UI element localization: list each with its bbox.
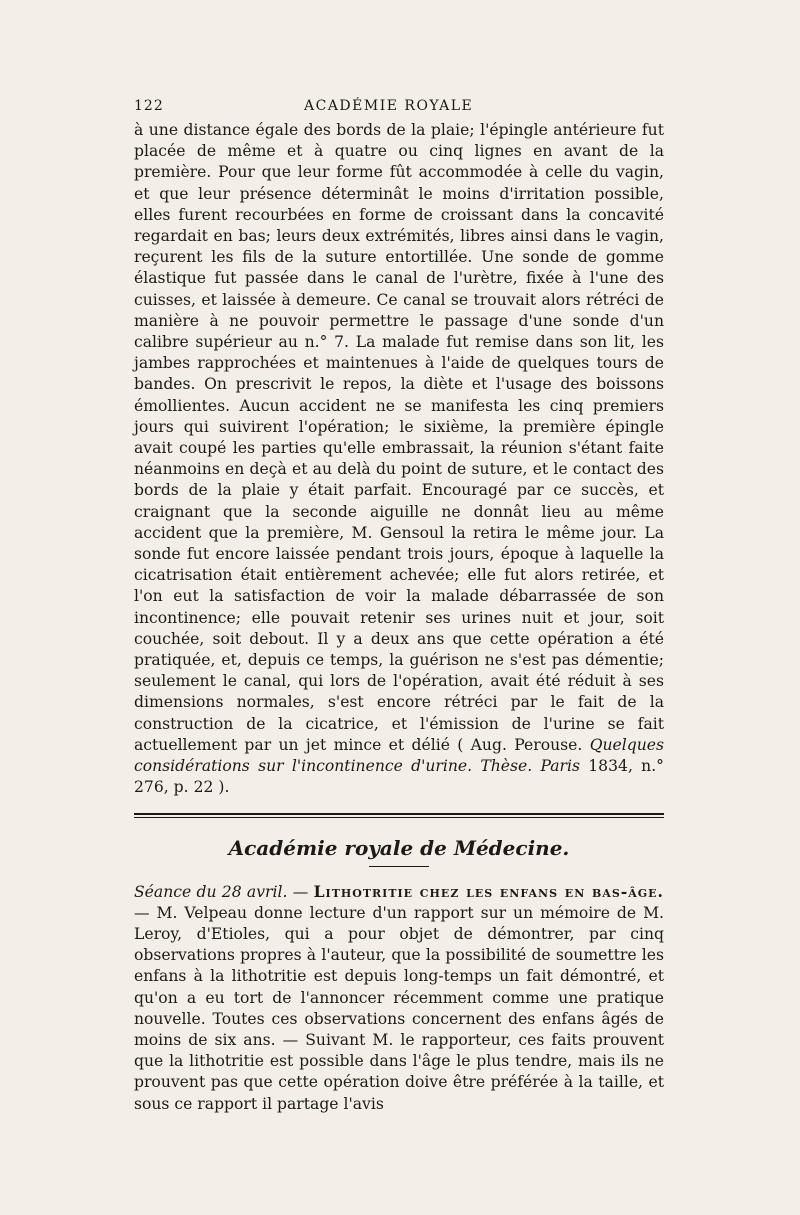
seance-paragraph [134, 881, 664, 1115]
page-number: 122 [134, 98, 164, 114]
section-divider [134, 813, 664, 818]
seance-date: Séance du 28 avril. [134, 882, 288, 901]
article-continuation [134, 120, 664, 799]
article-body: à une distance égale des bords de la plaie; l'épingle antérieure fut placée de même et à quatre ou cinq lignes en avant de la première. Pour que leur forme fût accommodée à celle du vagin, et que leur présence déterminât le moins d'irritation possible, elles furent recourbées en forme de croissant dans la concavité regardait en bas; leurs deux extrémités, libres ainsi dans le vagin, reçurent les fils de la suture entortillée. Une sonde de gomme élastique fut passée dans le canal de l'urètre, fixée à l'une des cuisses, et laissée à demeure. Ce canal se trouvait alors rétréci de manière à ne pouvoir permettre le passage d'une sonde d'un calibre supérieur au n.° 7. La malade fut remise dans son lit, les jambes rapprochées et maintenues à l'aide de quelques tours de bandes. On prescrivit le repos, la diète et l'usage des boissons émollientes. Aucun accident ne se manifesta les cinq premiers jours qui suivirent l'opération; le sixième, la première épingle avait coupé les parties qu'elle embrassait, la réunion s'étant faite néanmoins en deçà et au delà du point de suture, et le contact des bords de la plaie y était parfait. Encouragé par ce succès, et craignant que la seconde aiguille ne donnât lieu au même accident que la première, M. Gensoul la retira le même jour. La sonde fut encore laissée pendant trois jours, époque à laquelle la cicatrisation était entièrement achevée; elle fut alors retirée, et l'on eut la satisfaction de voir la malade débarrassée de son incontinence; elle pouvait retenir ses urines nuit et jour, soit couchée, soit debout. Il y a deux ans que cette opération a été pratiquée, et, depuis ce temps, la guérison ne s'est pas démentie; seulement le canal, qui lors de l'opération, avait été réduit à ses dimensions normales, s'est encore rétréci par le fait de la construction de la cicatrice, et l'émission de l'urine se fait actuellement par un jet mince et délié ( Aug. Perouse. [134, 121, 664, 754]
running-title: ACADÉMIE ROYALE [304, 98, 474, 114]
running-head [134, 98, 664, 114]
citation-title: Quelques considérations sur l'incontinence d'urine. Thèse. Paris [134, 735, 664, 776]
citation-tail: 1834, n.° 276, p. 22 ). [134, 757, 664, 797]
seance-text: — M. Velpeau donne lecture d'un rapport sur un mémoire de M. Leroy, d'Etioles, qui a pour objet de démontrer, par cinq observations propres à l'auteur, que la possibilité de soumettre les enfans à la lithotritie est depuis long-temps un fait démontré, et qu'on a eu tort de l'annoncer récemment comme une pratique nouvelle. Toutes ces observations concernent des enfans âgés de moins de six ans. — Suivant M. le rapporteur, ces faits prouvent que la lithotritie est possible dans l'âge le plus tendre, mais ils ne prouvent pas que cette opération doive être préférée à la taille, et sous ce rapport il partage l'avis [134, 903, 664, 1113]
section-title: Académie royale de Médecine. [228, 835, 570, 860]
title-underline [369, 866, 429, 867]
seance-dash: — [287, 882, 314, 901]
seance-heading: Lithotritie chez les enfans en bas-âge. [313, 881, 664, 901]
